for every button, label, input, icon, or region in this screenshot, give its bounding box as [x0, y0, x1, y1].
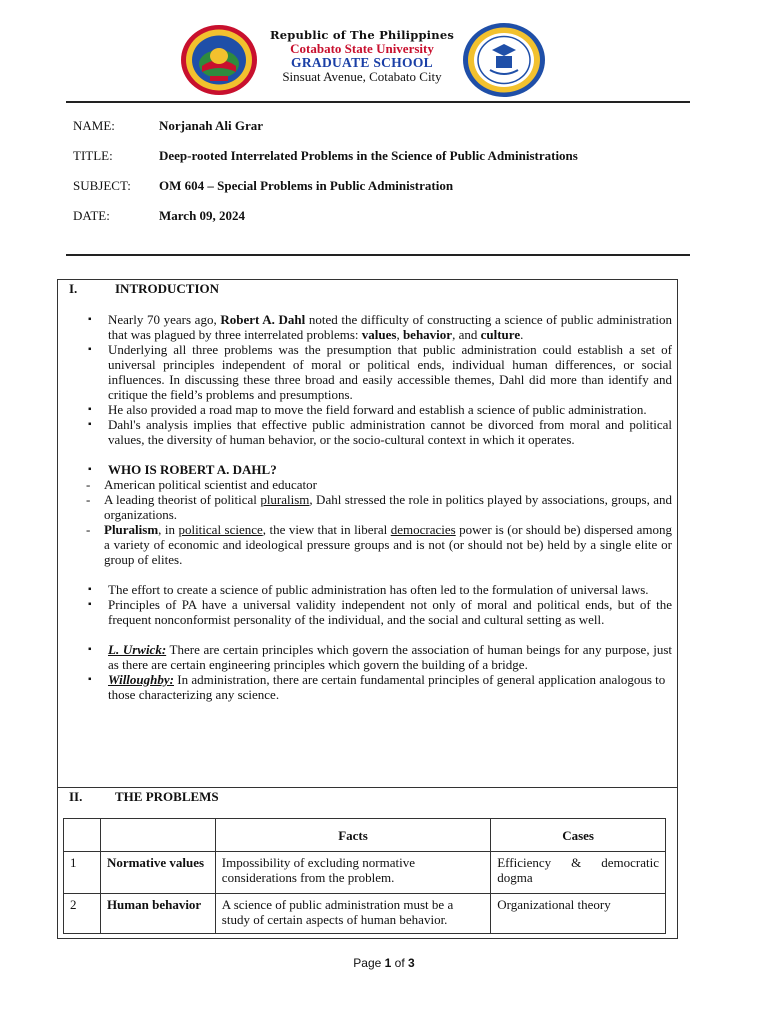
who-heading: ▪ WHO IS ROBERT A. DAHL? [86, 462, 672, 477]
table-header: Cases [491, 819, 666, 852]
name-label: NAME: [73, 118, 115, 133]
address: Sinsuat Avenue, Cotabato City [282, 69, 442, 84]
urwick-name: L. Urwick: [108, 642, 167, 657]
list-item: ▪ Dahl's analysis implies that effective public administration cannot be divorced from moral and political values, the diversity of human behavior, or the socio-cultural context in which it operates. [86, 417, 672, 447]
title-value: Deep-rooted Interrelated Problems in the Science of Public Administrations [159, 148, 578, 163]
political-science-link: political science [178, 522, 263, 537]
title-label: TITLE: [73, 148, 113, 163]
name-value: Norjanah Ali Grar [159, 118, 263, 133]
table-cell: Normative values [100, 852, 215, 894]
table-cell: Organizational theory [491, 894, 666, 934]
democracies-link: democracies [390, 522, 456, 537]
willoughby-name: Willoughby: [108, 672, 174, 687]
graduate-school-seal-icon [462, 22, 546, 98]
section-title: INTRODUCTION [115, 281, 220, 296]
table-header [100, 819, 215, 852]
list-item: ▪ Principles of PA have a universal validity independent not only of moral and political ends, but of the frequent nonconformist personality of the individual, and the social and cultural setting as well. [86, 597, 672, 627]
school-name: GRADUATE SCHOOL [291, 55, 433, 70]
cotabato-state-university-seal-icon [180, 24, 258, 96]
table-cell: 1 [64, 852, 101, 894]
university-name: Cotabato State University [290, 41, 434, 56]
republic-line: Republic of The Philippines [269, 28, 455, 42]
list-item: ▪ He also provided a road map to move the field forward and establish a science of public administration. [86, 402, 672, 417]
list-item: - American political scientist and educator [64, 477, 672, 492]
introduction-content [86, 312, 672, 702]
table-row [64, 894, 666, 934]
list-item: ▪ Willoughby: In administration, there are certain fundamental principles of general application analogous to those characterizing any science. [86, 672, 672, 702]
section-number: II. [69, 789, 83, 804]
date-label: DATE: [73, 208, 110, 223]
table-cell: A science of public administration must be a study of certain aspects of human behavior. [215, 894, 490, 934]
list-item: ▪ L. Urwick: There are certain principles which govern the association of human beings for any purpose, just as there are certain engineering principles which govern the building of a bridge. [86, 642, 672, 672]
date-value: March 09, 2024 [159, 208, 246, 223]
table-row [64, 852, 666, 894]
list-item: ▪ Nearly 70 years ago, Robert A. Dahl noted the difficulty of constructing a science of public administration that was plagued by three interrelated problems: values, behavior, and culture. [86, 312, 672, 342]
section-title: THE PROBLEMS [115, 789, 219, 804]
section-divider [57, 787, 678, 788]
list-item: ▪ The effort to create a science of public administration has often led to the formulation of universal laws. [86, 582, 672, 597]
table-cell: Human behavior [100, 894, 215, 934]
list-item: - Pluralism, in political science, the view that in liberal democracies power is (or should be) dispersed among a variety of economic and ideological pressure groups and is not (or should not be) held by a single elite or group of elites. [64, 522, 672, 567]
header-divider [66, 101, 690, 103]
letterhead [0, 22, 768, 102]
table-cell: Impossibility of excluding normative considerations from the problem. [215, 852, 490, 894]
page-number: Page 1 of 3 [353, 956, 415, 970]
list-item: - A leading theorist of political pluralism, Dahl stressed the role in politics played by associations, groups, and organizations. [64, 492, 672, 522]
table-header: Facts [215, 819, 490, 852]
info-divider [66, 254, 690, 256]
table-cell: 2 [64, 894, 101, 934]
pluralism-link: pluralism [260, 492, 310, 507]
subject-label: SUBJECT: [73, 178, 131, 193]
table-header-row [64, 819, 666, 852]
problems-table [63, 818, 666, 934]
list-item: ▪ Underlying all three problems was the presumption that public administration could establish a set of universal principles independent of moral or political ends, individual human differences, or social influences. In discussing these three broad and easily accessible themes, Dahl did more than identify and critique the field’s problems and presumptions. [86, 342, 672, 402]
table-header [64, 819, 101, 852]
section-number: I. [69, 281, 78, 296]
table-cell: Efficiency & democratic dogma [491, 852, 666, 894]
subject-value: OM 604 – Special Problems in Public Administration [159, 178, 454, 193]
